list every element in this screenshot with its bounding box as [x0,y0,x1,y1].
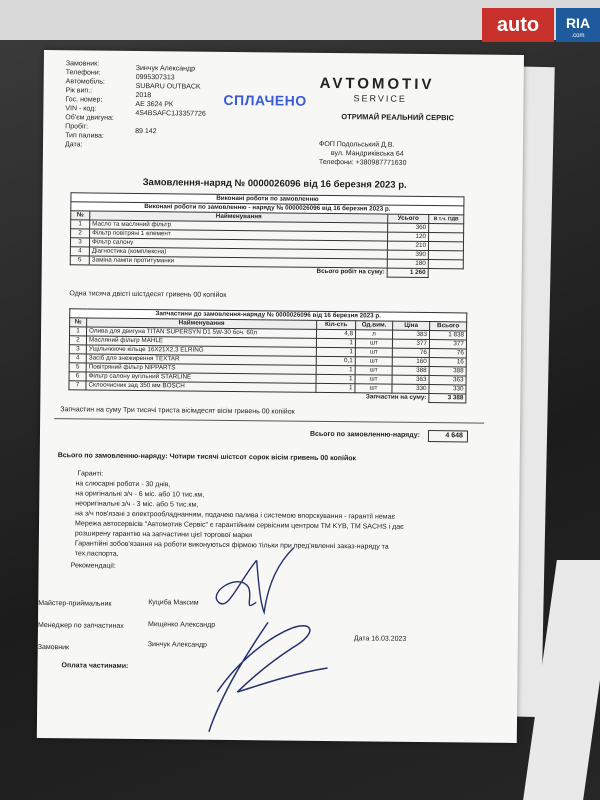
cell: Заміна лампи протитуманки [89,256,387,268]
label-engine: Об'єм двигуна: [65,114,114,122]
label-customer: Замовник: [65,60,100,68]
cell: шт [355,375,392,384]
works-caption: Виконані роботи по замовленню [71,193,464,206]
cell [429,233,464,242]
cell: 1 [70,327,87,336]
client-name: Зинчук Александр [147,641,207,649]
works-table [70,192,465,278]
label-plate: Гос. номер: [65,96,103,104]
cell [428,242,463,251]
cell: шт [355,357,392,366]
cell: 160 [392,357,429,366]
cell: Повітряний фільтр NIPPARTS [86,363,316,374]
cell: Фільтр салону вугільний STARLINE [86,372,316,383]
cell: шт [355,339,392,348]
cell: Засіб для знежирення TEXTAR [86,354,316,365]
cell: 330 [429,385,466,394]
grand-total: 4 648 [428,430,468,442]
cell [428,260,463,269]
cell: Фільтр повітряні 1 елемент [90,229,388,241]
work-order-document [37,50,524,743]
works-total-words: Одна тисяча двісті шістдесят гривень 00 копійок [69,290,227,299]
customer-name: Зинчук Александр [135,64,196,73]
warranty-line: на слюсарні роботи - 30 днів, [75,480,171,489]
handwritten-signature [197,542,379,744]
cell: 363 [392,375,429,384]
cell: 5 [70,256,89,265]
cell: Склоочисник зад 350 мм BOSCH [86,381,316,392]
col-name: Найменування [87,318,317,329]
company-name: ФОП Подольський Д.В. [318,140,395,149]
warranty-line: розширену гарантію на запчастини цієї торгової марки [74,530,253,540]
label-vin: VIN - код: [65,105,97,113]
cell: 3 [70,238,89,247]
cell: 120 [388,232,429,241]
divider [54,418,484,424]
cell [428,269,463,278]
parts-caption: Запчастини до замовлення-наряду № 0000026096 від 16 березня 2023 р. [70,309,467,322]
warranty-line: неоригінальні з/ч - 3 міс. або 5 тис.км, [75,500,199,509]
cell: шт [355,384,392,393]
cell: 210 [387,241,428,250]
car-mileage: 89 142 [135,127,157,136]
parts-total-words: Запчастин на суму Три тисячі триста вісімдесят вісім гривень 00 копійок [60,406,295,416]
cell: 1 [71,220,90,229]
car-year: 2018 [135,91,152,100]
cell: 4 [69,354,86,363]
cell: Ущільнююче кільце 16X21X2,3 ELRING [86,345,316,356]
cell: 360 [388,223,429,232]
cell: 4 [70,247,89,256]
master-label: Майстер-приймальник [38,599,112,608]
cell: 363 [429,376,466,385]
warranty-line: на оригінальні з/ч - 6 міс. або 10 тис.км, [75,490,205,499]
cell: 1 [316,338,355,347]
cell: 383 [392,330,429,339]
col-vat: В т.ч. ПДВ [429,215,464,224]
works-total-label: Всього робіт на суму: [316,268,385,276]
recommendations-label: Рекомендації: [70,562,116,570]
cell: 390 [387,250,428,259]
label-mileage: Пробіг: [65,123,89,131]
car-model: SUBARU OUTBACK [135,82,201,91]
watermark-logo [482,0,600,44]
brand-subtitle: SERVICE [353,93,407,104]
label-car: Автомобіль: [65,78,105,86]
cell: 16 [429,358,466,367]
brand-slogan: ОТРИМАЙ РЕАЛЬНИЙ СЕРВІС [341,112,455,123]
watermark-ria-sub: .com [571,33,585,39]
cell: 1 [316,383,355,392]
car-vin: 4S4BSAFC1J3357726 [135,109,206,118]
cell: л [355,330,392,339]
car-plate: АЕ 3624 РК [135,100,174,109]
company-address: вул. Мандриківська 64 [330,150,404,158]
col-number: № [70,318,87,327]
col-total: Усього [388,214,429,223]
warranty-line: Гарантійні зобов'язання на роботи виконуються фірмою тільки при пред'явленні заказ-наряду та [74,540,389,551]
cell: 2 [71,229,90,238]
warranty-line: тех.паспорта. [74,550,119,558]
cell: 180 [387,259,428,268]
cell: шт [355,366,392,375]
grand-total-words: Всього по замовленню-наряду: Чотири тисячі шістсот сорок вісім гривень 00 копійок [57,452,357,463]
cell: 388 [392,366,429,375]
parts-total: 3 388 [429,394,466,403]
works-caption-full: Виконані роботи по замовленню - наряду № 0000026096 від 16 березня 2023 р. [71,202,464,215]
cell [429,224,464,233]
master-name: Куциба Максим [148,599,199,607]
cell: 330 [392,384,429,393]
cell: 388 [429,367,466,376]
works-total: 1 260 [387,268,428,277]
watermark-ria [556,8,600,42]
cell: 1 [316,365,355,374]
paid-stamp: СПЛАЧЕНО [223,91,307,109]
cell: Фільтр салону [89,238,387,250]
document-title: Замовлення-наряд № 0000026096 від 16 березня 2023 р. [142,177,407,191]
warranty-line: на з/ч пов'язані з електрообладнанням, подачею палива і системою впорскування - гарантії немає [75,510,396,521]
cell: 1 [316,374,355,383]
col-price: Ціна [393,321,430,330]
label-date: Дата: [64,141,83,149]
cell [428,251,463,260]
col-name: Найменування [90,211,388,223]
col-number: № [71,211,90,220]
warranty-line: Мережа автосервісів "Автомотив Сервіс" є гарантійним сервісним центром ТМ KYB, ТМ SACHS і дає [75,520,404,531]
client-label: Замовник [37,643,70,652]
parts-total-label: Запчастин на суму: [365,393,427,402]
cell: 2 [69,336,86,345]
document-date: Дата 16.03.2023 [353,635,407,643]
cell: 4,8 [316,329,355,338]
cell: 0,1 [316,356,355,365]
cell: 76 [429,349,466,358]
manager-name: Мищенко Александр [147,621,216,629]
cell: Масло та масляний фільтр [90,220,388,232]
company-phone: Телефони: +380987771630 [318,158,407,167]
cell: 7 [69,381,86,390]
label-year: Рік вип.: [65,87,93,95]
col-qty: Кіл-сть [317,320,356,329]
warranty-line: Гаранті: [77,470,104,478]
manager-label: Менеджер по запчастинах [37,621,124,630]
watermark-ria-text: RIA [565,15,591,31]
parts-table [68,308,467,403]
cell: 1 [316,347,355,356]
cell: 76 [392,348,429,357]
cell: 5 [69,363,86,372]
customer-phone: 0995307313 [135,73,175,82]
watermark-auto: auto [482,8,554,42]
cell: Діагностика (комплексна) [89,247,387,259]
cell: шт [355,348,392,357]
label-phones: Телефони: [65,69,101,77]
cell: Масляний фільтр MAHLE [86,336,316,347]
cell: 3 [69,345,86,354]
cell: 6 [69,372,86,381]
cell: 377 [429,340,466,349]
col-sum: Всього [430,322,467,331]
col-unit: Од.вим. [356,321,393,330]
cell: Олива для двигуна TITAN SUPERSYN D1 5W-30 боч. 60л [87,327,317,338]
label-fuel: Тип палива: [65,132,104,140]
installments-label: Оплата частинами: [61,662,129,670]
grand-total-label: Всього по замовленню-наряду: [309,430,420,439]
brand-logo: AVTOMOTIV [319,74,435,94]
cell: 377 [392,339,429,348]
cell: 1 838 [429,331,466,340]
